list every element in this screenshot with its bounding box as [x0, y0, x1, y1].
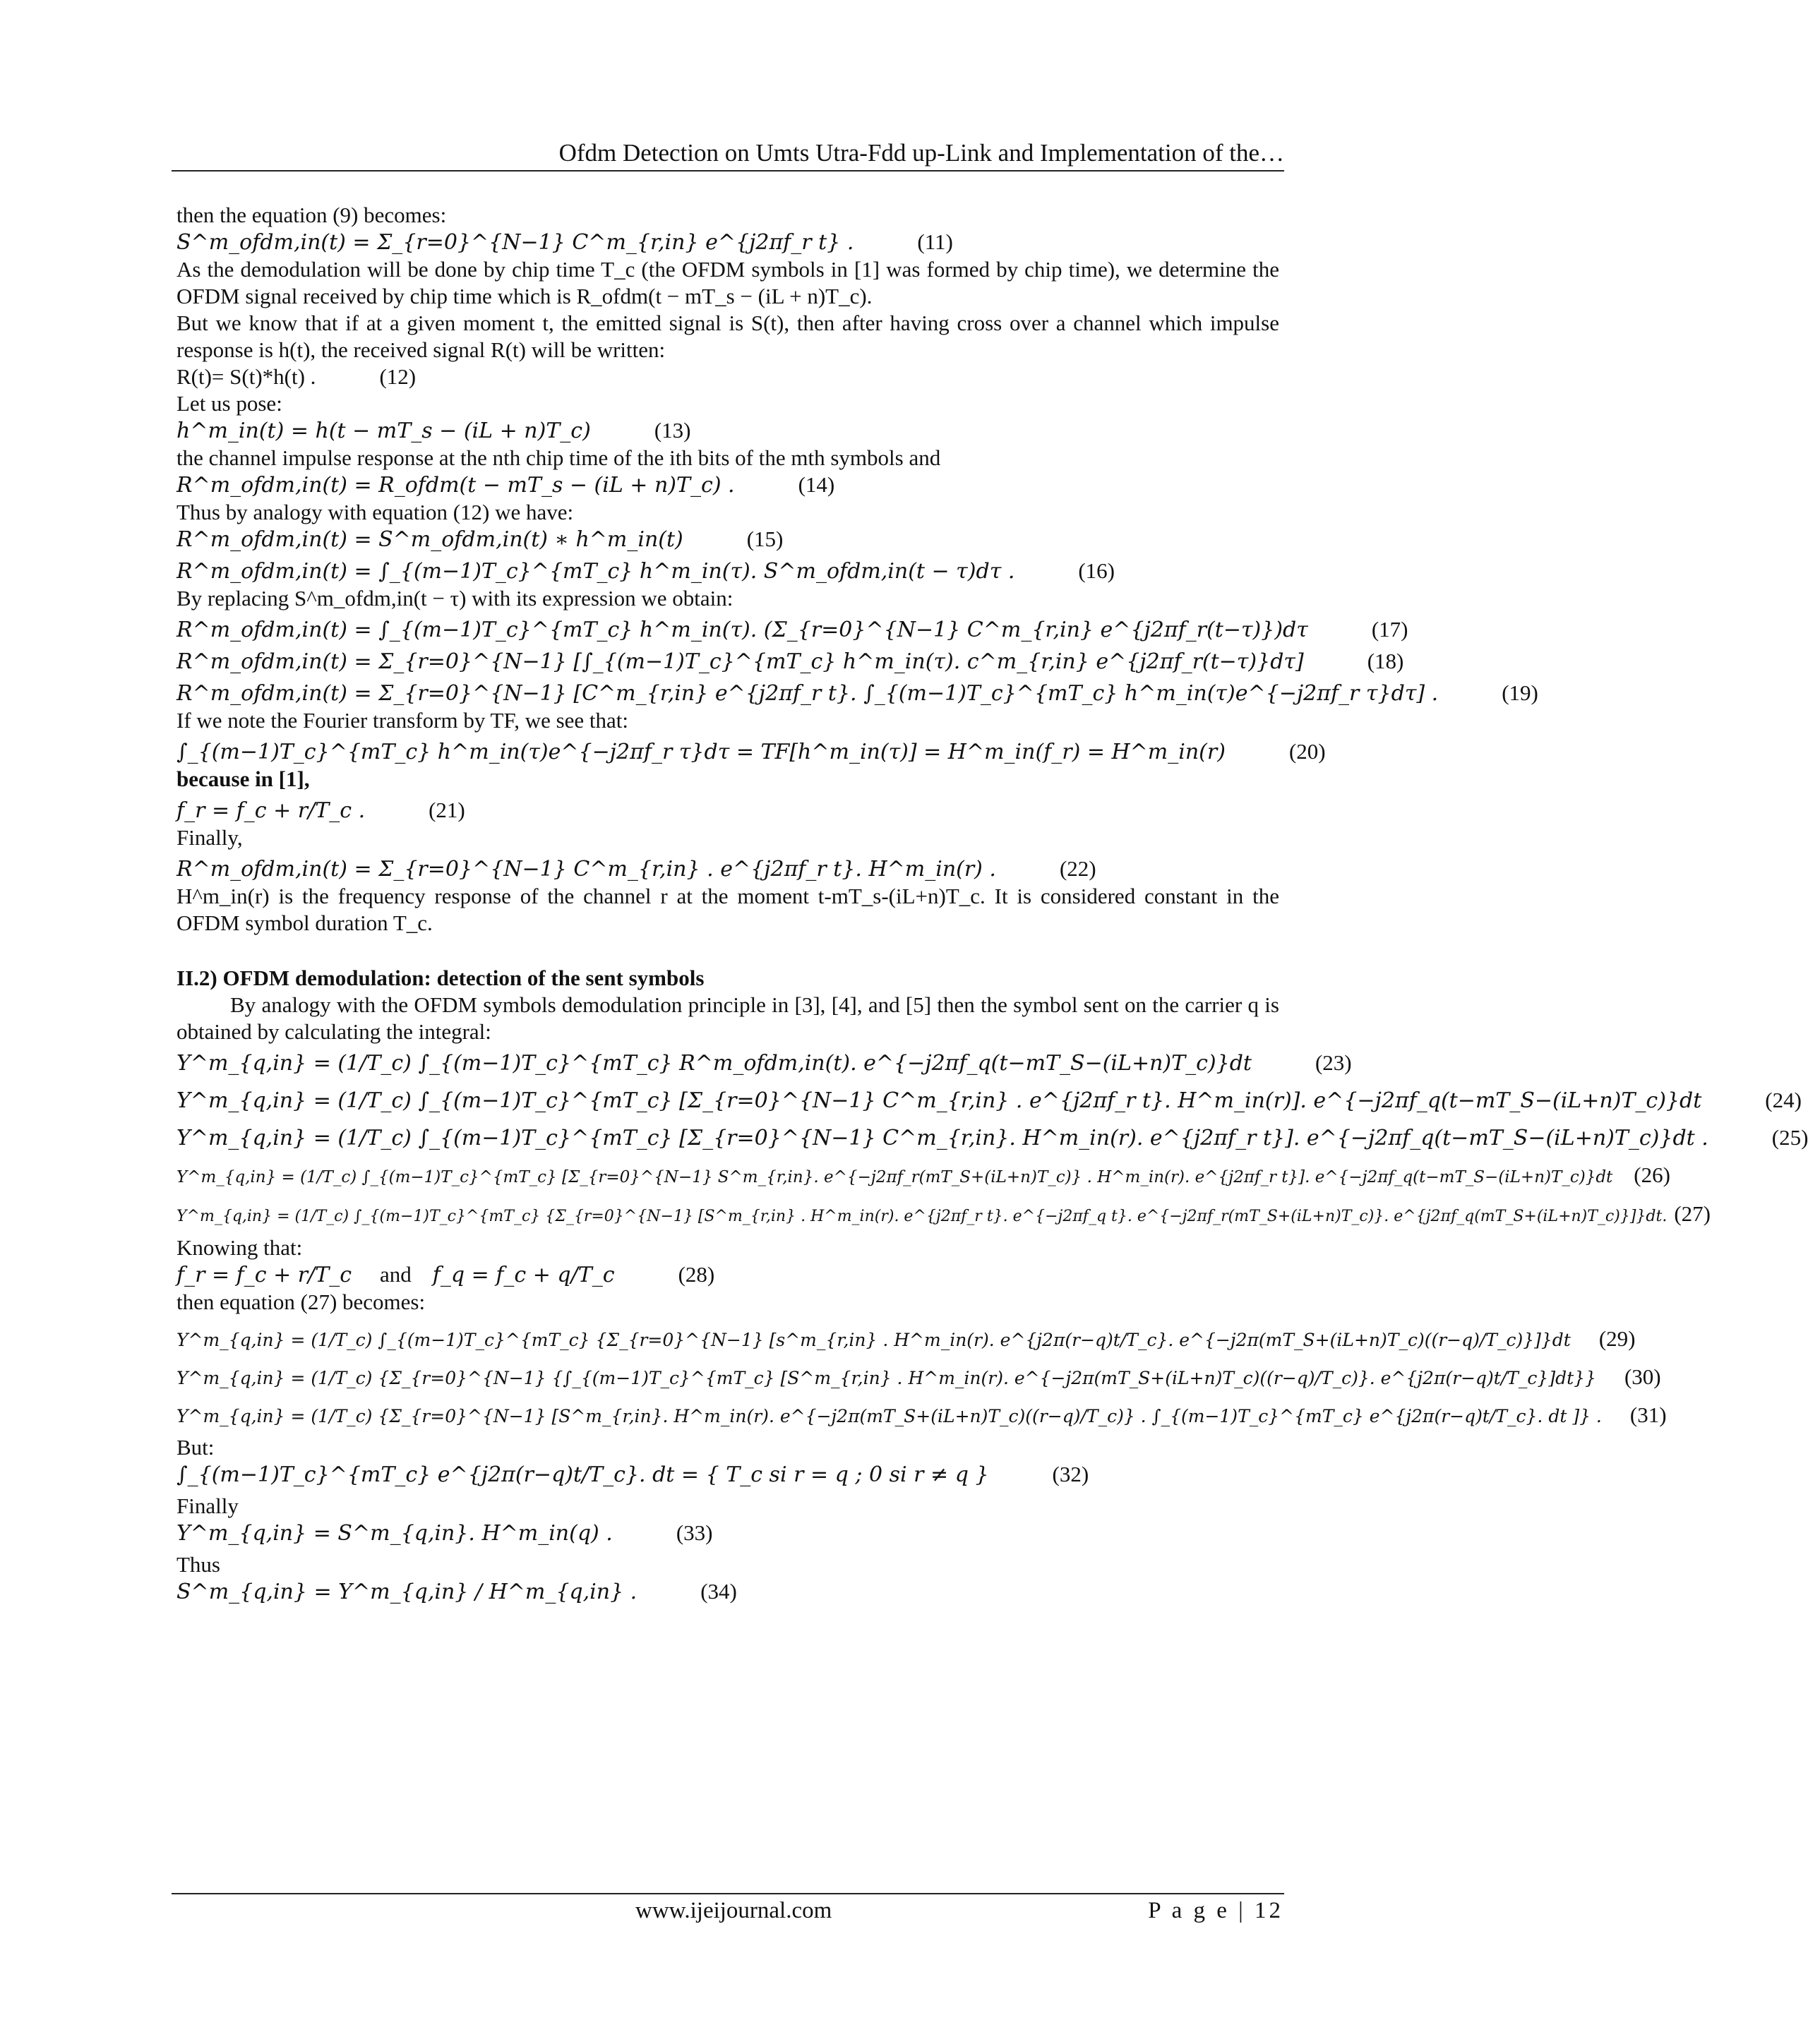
- paragraph: because in [1],: [176, 766, 310, 791]
- equation: R(t)= S(t)*h(t) .: [176, 364, 316, 389]
- running-title: Ofdm Detection on Umts Utra-Fdd up-Link and Implementation of the…: [558, 139, 1284, 167]
- equation-number: (21): [429, 798, 465, 822]
- paragraph: H^m_in(r) is the frequency response of the channel r at the moment t-mT_s-(iL+n)T_c. It is considered constant in the OFDM symbol duration T_c.: [176, 884, 1279, 935]
- equation-number: (11): [917, 229, 953, 254]
- equation: Y^m_{q,in} = (1/T_c) ∫_{(m−1)T_c}^{mT_c} {Σ_{r=0}^{N−1} [S^m_{r,in} . H^m_in(r). e^{j2πf_r t}. e^{−j2πf_q t}. e^{−j2πf_r(mT_S+(iL+n)T_c)}. e^{j2πf_q(mT_S+(iL+n)T_c)}]}dt.: [176, 1208, 1668, 1225]
- paragraph: But:: [176, 1435, 215, 1460]
- equation-number: (28): [678, 1262, 715, 1287]
- paragraph: By analogy with the OFDM symbols demodulation principle in [3], [4], and [5] then the symbol sent on the carrier q is obtained by calculating the integral:: [176, 992, 1279, 1044]
- equation-number: (32): [1052, 1462, 1089, 1486]
- equation: S^m_ofdm,in(t) = Σ_{r=0}^{N−1} C^m_{r,in} e^{j2πf_r t} .: [176, 230, 854, 255]
- paragraph: Finally: [176, 1493, 239, 1518]
- equation-number: (13): [654, 418, 691, 443]
- paragraph: But we know that if at a given moment t, the emitted signal is S(t), then after having cross over a channel which impulse response is h(t), the received signal R(t) will be written:: [176, 311, 1279, 362]
- section-heading: II.2) OFDM demodulation: detection of the sent symbols: [176, 966, 705, 990]
- paragraph: the channel impulse response at the nth chip time of the ith bits of the mth symbols and: [176, 445, 941, 470]
- equation: Y^m_{q,in} = (1/T_c) ∫_{(m−1)T_c}^{mT_c} [Σ_{r=0}^{N−1} C^m_{r,in} . e^{j2πf_r t}. H^m_in(r)]. e^{−j2πf_q(t−mT_S−(iL+n)T_c)}dt: [176, 1088, 1702, 1113]
- equation: ∫_{(m−1)T_c}^{mT_c} h^m_in(τ)e^{−j2πf_r τ}dτ = TF[h^m_in(τ)] = H^m_in(f_r) = H^m_in(r): [176, 740, 1226, 764]
- equation-number: (15): [746, 527, 784, 551]
- equation: R^m_ofdm,in(t) = Σ_{r=0}^{N−1} [C^m_{r,in} e^{j2πf_r t}. ∫_{(m−1)T_c}^{mT_c} h^m_in(τ)e^{−j2πf_r τ}dτ] .: [176, 681, 1439, 706]
- equation-number: (24): [1765, 1088, 1802, 1112]
- paragraph: then equation (27) becomes:: [176, 1289, 426, 1314]
- equation: R^m_ofdm,in(t) = R_ofdm(t − mT_s − (iL + n)T_c) .: [176, 473, 735, 498]
- equation: h^m_in(t) = h(t − mT_s − (iL + n)T_c): [176, 419, 591, 443]
- equation-number: (16): [1078, 558, 1115, 583]
- equation: S^m_{q,in} = Y^m_{q,in} / H^m_{q,in} .: [176, 1580, 637, 1604]
- equation: Y^m_{q,in} = (1/T_c) ∫_{(m−1)T_c}^{mT_c} {Σ_{r=0}^{N−1} [s^m_{r,in} . H^m_in(r). e^{j2π(r−q)t/T_c}. e^{−j2π(mT_S+(iL+n)T_c)((r−q)/T_c)}]}dt: [176, 1330, 1571, 1350]
- equation: R^m_ofdm,in(t) = Σ_{r=0}^{N−1} [∫_{(m−1)T_c}^{mT_c} h^m_in(τ). c^m_{r,in} e^{j2πf_r(t−τ)}dτ]: [176, 649, 1304, 674]
- paragraph: Knowing that:: [176, 1235, 303, 1260]
- equation: Y^m_{q,in} = (1/T_c) {Σ_{r=0}^{N−1} [S^m_{r,in}. H^m_in(r). e^{−j2π(mT_S+(iL+n)T_c)((r−q)/T_c)} . ∫_{(m−1)T_c}^{mT_c} e^{j2π(r−q)t/T_c}. dt ]} .: [176, 1406, 1602, 1426]
- equation-number: (19): [1502, 680, 1538, 705]
- journal-url: www.ijeijournal.com: [635, 1898, 832, 1923]
- equation: R^m_ofdm,in(t) = ∫_{(m−1)T_c}^{mT_c} h^m_in(τ). (Σ_{r=0}^{N−1} C^m_{r,in} e^{j2πf_r(t−τ)})dτ: [176, 618, 1308, 642]
- paragraph: Thus by analogy with equation (12) we have:: [176, 500, 574, 524]
- paragraph: then the equation (9) becomes:: [176, 203, 447, 227]
- page-number: P a g e | 12: [1148, 1898, 1283, 1923]
- equation-number: (31): [1629, 1402, 1667, 1427]
- equation: Y^m_{q,in} = (1/T_c) ∫_{(m−1)T_c}^{mT_c} [Σ_{r=0}^{N−1} S^m_{r,in}. e^{−j2πf_r(mT_S+(iL+n)T_c)} . H^m_in(r). e^{j2πf_r t}]. e^{−j2πf_q(t−mT_S−(iL+n)T_c)}dt: [176, 1168, 1613, 1186]
- page-body: [176, 202, 1808, 1606]
- equation-number: (23): [1315, 1050, 1352, 1075]
- equation: R^m_ofdm,in(t) = Σ_{r=0}^{N−1} C^m_{r,in} . e^{j2πf_r t}. H^m_in(r) .: [176, 857, 996, 882]
- footer-rule: [172, 1893, 1284, 1894]
- equation-number: (34): [700, 1579, 737, 1604]
- paragraph: By replacing S^m_ofdm,in(t − τ) with its expression we obtain:: [176, 586, 734, 611]
- paragraph: As the demodulation will be done by chip time T_c (the OFDM symbols in [1] was formed by chip time), we determine the OFDM signal received by chip time which is R_ofdm(t − mT_s − (iL + n)T_c).: [176, 257, 1279, 308]
- equation-number: (29): [1598, 1326, 1636, 1351]
- equation: Y^m_{q,in} = (1/T_c) ∫_{(m−1)T_c}^{mT_c} R^m_ofdm,in(t). e^{−j2πf_q(t−mT_S−(iL+n)T_c)}dt: [176, 1051, 1252, 1076]
- equation-number: (17): [1371, 617, 1408, 642]
- paragraph: If we note the Fourier transform by TF, we see that:: [176, 708, 629, 733]
- header-rule: [172, 170, 1284, 172]
- equation: Y^m_{q,in} = (1/T_c) ∫_{(m−1)T_c}^{mT_c} [Σ_{r=0}^{N−1} C^m_{r,in}. H^m_in(r). e^{j2πf_r t}]. e^{−j2πf_q(t−mT_S−(iL+n)T_c)}dt .: [176, 1126, 1708, 1150]
- equation: R^m_ofdm,in(t) = S^m_ofdm,in(t) ∗ h^m_in(t): [176, 527, 683, 552]
- equation-number: (12): [379, 364, 417, 389]
- equation-number: (30): [1624, 1364, 1661, 1389]
- equation: Y^m_{q,in} = S^m_{q,in}. H^m_in(q) .: [176, 1521, 613, 1546]
- paragraph: Let us pose:: [176, 391, 282, 416]
- equation-number: (25): [1771, 1125, 1808, 1150]
- equation-number: (14): [798, 472, 835, 497]
- paragraph: Finally,: [176, 825, 243, 850]
- equation: f_r = f_c + r/T_c: [176, 1263, 352, 1287]
- paragraph: Thus: [176, 1552, 220, 1577]
- equation-number: (26): [1634, 1162, 1670, 1187]
- equation: f_r = f_c + r/T_c .: [176, 798, 366, 823]
- equation-number: (20): [1288, 739, 1326, 764]
- equation: R^m_ofdm,in(t) = ∫_{(m−1)T_c}^{mT_c} h^m_in(τ). S^m_ofdm,in(t − τ)dτ .: [176, 559, 1015, 584]
- equation-number: (22): [1059, 856, 1096, 881]
- equation: Y^m_{q,in} = (1/T_c) {Σ_{r=0}^{N−1} {∫_{(m−1)T_c}^{mT_c} [S^m_{r,in} . H^m_in(r). e^{−j2π(mT_S+(iL+n)T_c)((r−q)/T_c)}. e^{j2π(r−q)t/T_c}]dt}}: [176, 1368, 1596, 1388]
- equation: ∫_{(m−1)T_c}^{mT_c} e^{j2π(r−q)t/T_c}. dt = { T_c si r = q ; 0 si r ≠ q }: [176, 1462, 989, 1487]
- equation-number: (33): [676, 1520, 713, 1545]
- conjunction-text: and: [380, 1262, 412, 1287]
- equation-number: (27): [1674, 1201, 1711, 1226]
- equation: f_q = f_c + q/T_c: [432, 1263, 615, 1287]
- equation-number: (18): [1367, 649, 1404, 673]
